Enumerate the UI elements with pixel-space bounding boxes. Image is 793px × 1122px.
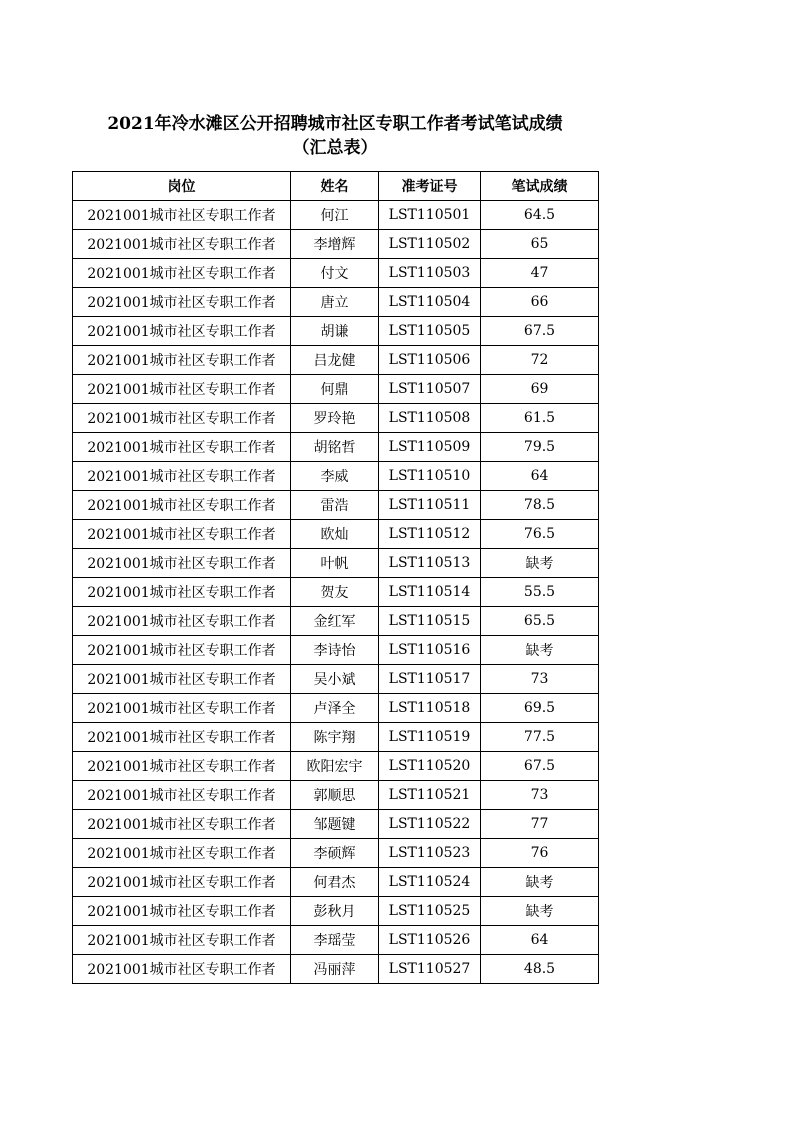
cell-position: 2021001城市社区专职工作者: [73, 491, 291, 520]
table-row: [73, 288, 599, 317]
cell-score: 缺考: [481, 897, 599, 926]
cell-score: 64: [481, 462, 599, 491]
cell-ticket-number: LST110511: [379, 491, 481, 520]
cell-name: 何江: [291, 201, 379, 230]
table-row: [73, 520, 599, 549]
cell-score: 65.5: [481, 607, 599, 636]
cell-position: 2021001城市社区专职工作者: [73, 549, 291, 578]
cell-position: 2021001城市社区专职工作者: [73, 375, 291, 404]
cell-ticket-number: LST110508: [379, 404, 481, 433]
cell-ticket-number: LST110523: [379, 839, 481, 868]
cell-name: 付文: [291, 259, 379, 288]
cell-name: 李威: [291, 462, 379, 491]
cell-score: 缺考: [481, 636, 599, 665]
table-row: [73, 636, 599, 665]
table-row: [73, 723, 599, 752]
table-header-row: [73, 172, 599, 201]
cell-name: 金红军: [291, 607, 379, 636]
table-row: [73, 665, 599, 694]
cell-ticket-number: LST110527: [379, 955, 481, 984]
table-row: [73, 868, 599, 897]
cell-position: 2021001城市社区专职工作者: [73, 578, 291, 607]
cell-score: 76: [481, 839, 599, 868]
cell-name: 陈宇翔: [291, 723, 379, 752]
table-row: [73, 955, 599, 984]
cell-score: 79.5: [481, 433, 599, 462]
cell-ticket-number: LST110509: [379, 433, 481, 462]
table-row: [73, 607, 599, 636]
table-row: [73, 259, 599, 288]
cell-name: 何鼎: [291, 375, 379, 404]
cell-ticket-number: LST110520: [379, 752, 481, 781]
cell-name: 叶帆: [291, 549, 379, 578]
cell-score: 69: [481, 375, 599, 404]
table-row: [73, 317, 599, 346]
header-score: 笔试成绩: [481, 172, 599, 201]
cell-ticket-number: LST110503: [379, 259, 481, 288]
cell-ticket-number: LST110502: [379, 230, 481, 259]
cell-name: 彭秋月: [291, 897, 379, 926]
cell-position: 2021001城市社区专职工作者: [73, 810, 291, 839]
cell-position: 2021001城市社区专职工作者: [73, 288, 291, 317]
table-row: [73, 201, 599, 230]
cell-name: 吴小斌: [291, 665, 379, 694]
cell-score: 64: [481, 926, 599, 955]
cell-name: 唐立: [291, 288, 379, 317]
cell-name: 吕龙健: [291, 346, 379, 375]
table-row: [73, 578, 599, 607]
cell-ticket-number: LST110514: [379, 578, 481, 607]
cell-name: 李瑶莹: [291, 926, 379, 955]
cell-score: 67.5: [481, 752, 599, 781]
cell-ticket-number: LST110521: [379, 781, 481, 810]
cell-score: 72: [481, 346, 599, 375]
cell-score: 缺考: [481, 868, 599, 897]
cell-position: 2021001城市社区专职工作者: [73, 607, 291, 636]
cell-position: 2021001城市社区专职工作者: [73, 462, 291, 491]
cell-position: 2021001城市社区专职工作者: [73, 520, 291, 549]
cell-position: 2021001城市社区专职工作者: [73, 404, 291, 433]
cell-score: 77: [481, 810, 599, 839]
table-body: [73, 201, 599, 984]
cell-score: 缺考: [481, 549, 599, 578]
cell-ticket-number: LST110506: [379, 346, 481, 375]
cell-ticket-number: LST110501: [379, 201, 481, 230]
cell-ticket-number: LST110513: [379, 549, 481, 578]
cell-name: 李诗怡: [291, 636, 379, 665]
table-row: [73, 810, 599, 839]
cell-score: 61.5: [481, 404, 599, 433]
cell-position: 2021001城市社区专职工作者: [73, 636, 291, 665]
cell-score: 69.5: [481, 694, 599, 723]
header-ticket-number: 准考证号: [379, 172, 481, 201]
cell-name: 卢泽全: [291, 694, 379, 723]
table-row: [73, 752, 599, 781]
page-subtitle: （汇总表）: [292, 138, 378, 158]
cell-ticket-number: LST110504: [379, 288, 481, 317]
table-row: [73, 230, 599, 259]
table-row: [73, 375, 599, 404]
cell-position: 2021001城市社区专职工作者: [73, 346, 291, 375]
cell-position: 2021001城市社区专职工作者: [73, 259, 291, 288]
cell-name: 贺友: [291, 578, 379, 607]
cell-ticket-number: LST110512: [379, 520, 481, 549]
cell-score: 67.5: [481, 317, 599, 346]
table-row: [73, 404, 599, 433]
cell-name: 李硕辉: [291, 839, 379, 868]
cell-position: 2021001城市社区专职工作者: [73, 752, 291, 781]
cell-position: 2021001城市社区专职工作者: [73, 723, 291, 752]
cell-name: 李增辉: [291, 230, 379, 259]
cell-name: 罗玲艳: [291, 404, 379, 433]
cell-position: 2021001城市社区专职工作者: [73, 868, 291, 897]
table-row: [73, 346, 599, 375]
cell-ticket-number: LST110507: [379, 375, 481, 404]
table-row: [73, 433, 599, 462]
cell-ticket-number: LST110516: [379, 636, 481, 665]
table-row: [73, 491, 599, 520]
cell-ticket-number: LST110522: [379, 810, 481, 839]
cell-position: 2021001城市社区专职工作者: [73, 665, 291, 694]
table-row: [73, 549, 599, 578]
table-row: [73, 694, 599, 723]
header-name: 姓名: [291, 172, 379, 201]
cell-name: 雷浩: [291, 491, 379, 520]
cell-name: 郭顺思: [291, 781, 379, 810]
cell-position: 2021001城市社区专职工作者: [73, 230, 291, 259]
cell-position: 2021001城市社区专职工作者: [73, 201, 291, 230]
table-row: [73, 462, 599, 491]
cell-score: 66: [481, 288, 599, 317]
cell-name: 欧灿: [291, 520, 379, 549]
cell-name: 胡铭哲: [291, 433, 379, 462]
cell-name: 欧阳宏宇: [291, 752, 379, 781]
header-position: 岗位: [73, 172, 291, 201]
page-title: 2021年冷水滩区公开招聘城市社区专职工作者考试笔试成绩: [107, 114, 563, 134]
cell-position: 2021001城市社区专职工作者: [73, 926, 291, 955]
cell-position: 2021001城市社区专职工作者: [73, 839, 291, 868]
cell-score: 55.5: [481, 578, 599, 607]
table-row: [73, 781, 599, 810]
cell-score: 73: [481, 665, 599, 694]
cell-score: 76.5: [481, 520, 599, 549]
cell-score: 64.5: [481, 201, 599, 230]
cell-score: 73: [481, 781, 599, 810]
cell-position: 2021001城市社区专职工作者: [73, 317, 291, 346]
cell-ticket-number: LST110510: [379, 462, 481, 491]
cell-score: 78.5: [481, 491, 599, 520]
cell-position: 2021001城市社区专职工作者: [73, 781, 291, 810]
cell-name: 邹题键: [291, 810, 379, 839]
cell-score: 47: [481, 259, 599, 288]
cell-ticket-number: LST110524: [379, 868, 481, 897]
cell-name: 何君杰: [291, 868, 379, 897]
cell-position: 2021001城市社区专职工作者: [73, 897, 291, 926]
cell-score: 77.5: [481, 723, 599, 752]
cell-name: 胡谦: [291, 317, 379, 346]
cell-ticket-number: LST110515: [379, 607, 481, 636]
cell-ticket-number: LST110517: [379, 665, 481, 694]
cell-position: 2021001城市社区专职工作者: [73, 955, 291, 984]
table-row: [73, 926, 599, 955]
cell-ticket-number: LST110505: [379, 317, 481, 346]
cell-ticket-number: LST110525: [379, 897, 481, 926]
table-row: [73, 897, 599, 926]
table-row: [73, 839, 599, 868]
cell-score: 65: [481, 230, 599, 259]
cell-ticket-number: LST110519: [379, 723, 481, 752]
cell-score: 48.5: [481, 955, 599, 984]
cell-name: 冯丽萍: [291, 955, 379, 984]
cell-ticket-number: LST110526: [379, 926, 481, 955]
cell-position: 2021001城市社区专职工作者: [73, 433, 291, 462]
cell-ticket-number: LST110518: [379, 694, 481, 723]
cell-position: 2021001城市社区专职工作者: [73, 694, 291, 723]
score-table: [72, 171, 599, 984]
